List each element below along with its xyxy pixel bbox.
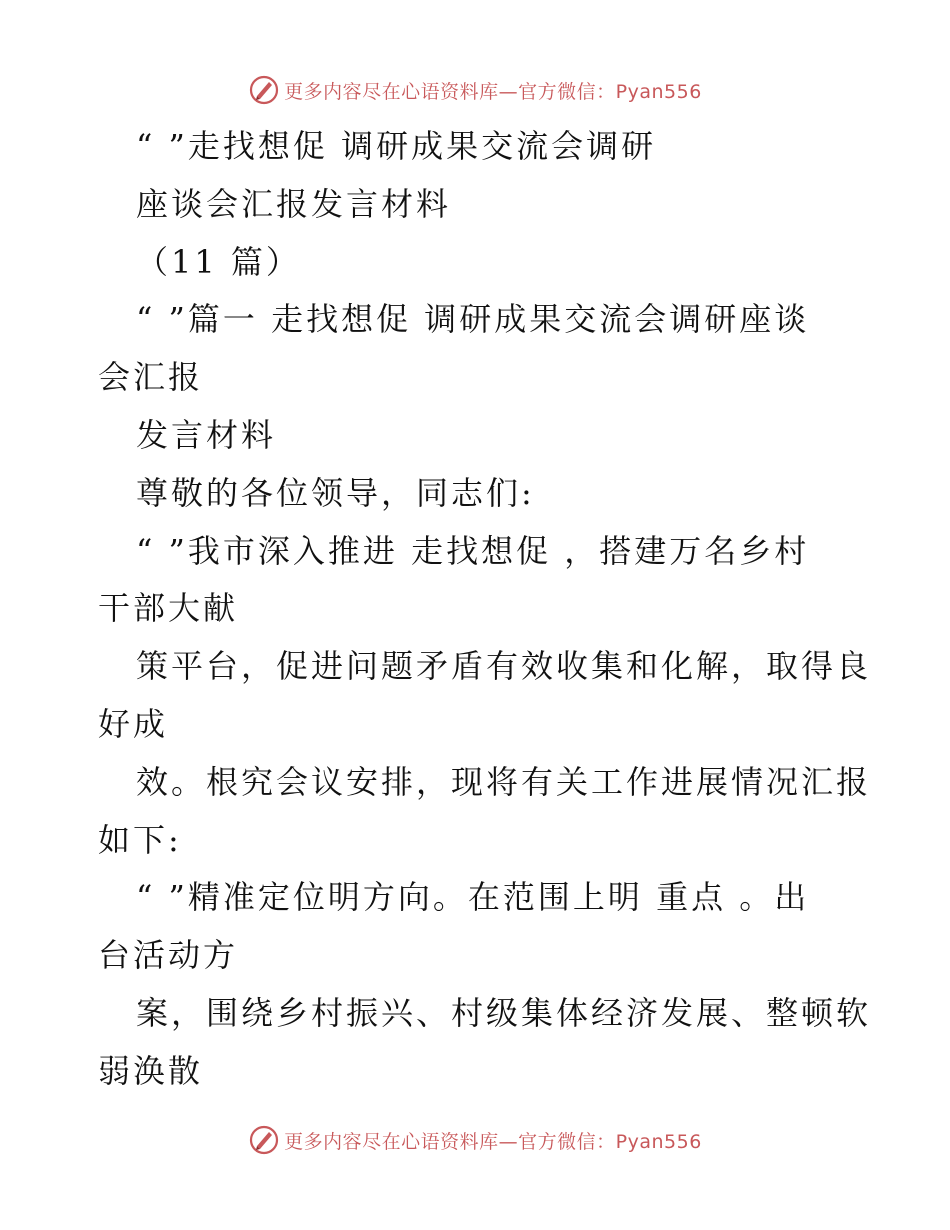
text-line: “ ”我市深入推进 走找想促 ，搭建万名乡村	[136, 531, 810, 570]
text-line: 弱涣散	[98, 1051, 204, 1090]
text-line: 干部大献	[98, 589, 239, 628]
watermark-text: 更多内容尽在心语资料库—官方微信：Pyan556	[284, 1130, 702, 1153]
text-line: 会汇报	[98, 358, 204, 397]
text-line: 发言材料	[136, 415, 277, 454]
text-line: 案，围绕乡村振兴、村级集体经济发展、整顿软	[136, 993, 872, 1032]
text-line: （11 篇）	[136, 242, 301, 281]
text-line: 策平台，促进问题矛盾有效收集和化解，取得良	[136, 647, 872, 686]
text-line: 台活动方	[98, 936, 239, 975]
pen-circle-logo-icon	[248, 1124, 280, 1156]
text-line: “ ”篇一 走找想促 调研成果交流会调研座谈	[136, 300, 810, 339]
document-body	[98, 118, 878, 1101]
text-line: 尊敬的各位领导，同志们:	[136, 473, 535, 512]
text-line: “ ”走找想促 调研成果交流会调研	[136, 127, 657, 165]
text-line: “ ”精准定位明方向。在范围上明 重点 。出	[136, 878, 810, 917]
watermark-footer	[0, 1120, 950, 1160]
text-line: 效。根究会议安排，现将有关工作进展情况汇报	[136, 762, 872, 801]
text-line: 座谈会汇报发言材料	[136, 184, 452, 223]
text-line: 好成	[98, 704, 169, 743]
watermark-header	[0, 70, 950, 110]
pen-circle-logo-icon	[248, 74, 280, 106]
watermark-text: 更多内容尽在心语资料库—官方微信：Pyan556	[284, 80, 702, 103]
text-line: 如下:	[98, 820, 182, 859]
